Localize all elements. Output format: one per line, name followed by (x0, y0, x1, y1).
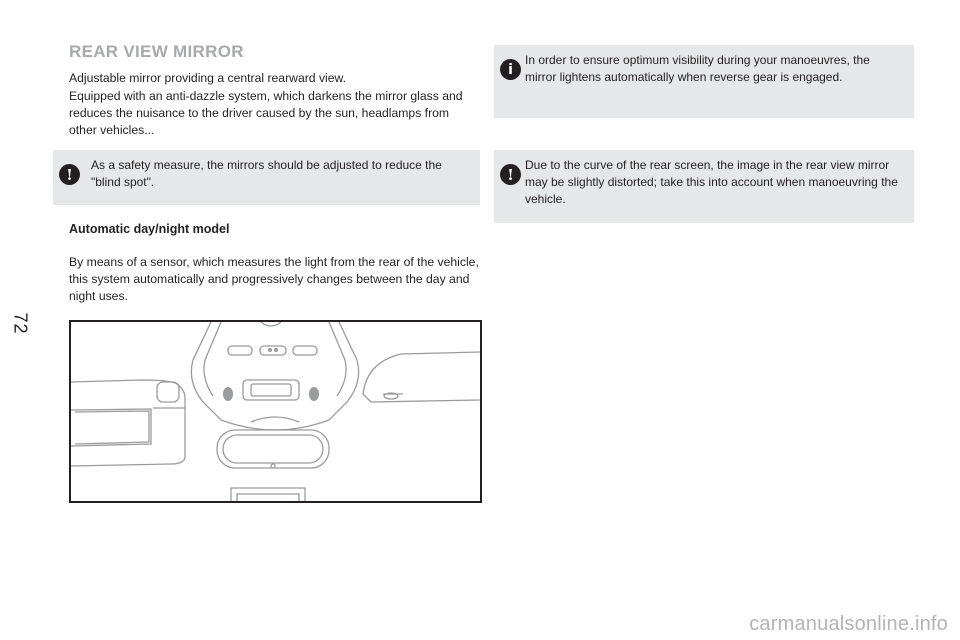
automatic-paragraph: By means of a sensor, which measures the light from the rear of the vehicle, this system automatically and progressively changes between the day and night uses. (69, 255, 479, 303)
distortion-note-text: Due to the curve of the rear screen, the image in the rear view mirror may be slightly distorted; take this into account when manoeuvring the vehicle. (525, 158, 898, 206)
reverse-note-text: In order to ensure optimum visibility during your manoeuvres, the mirror lightens automatically when reverse gear is engaged. (525, 53, 870, 84)
info-icon: i (500, 59, 521, 80)
page-number (8, 306, 32, 340)
mirror-drawing (71, 322, 480, 501)
page-number-text: 72 (10, 311, 31, 335)
exclamation-icon: ! (59, 164, 80, 185)
mirror-illustration (69, 320, 482, 503)
watermark-footer: carmanualsonline.info (749, 613, 948, 635)
safety-note (53, 150, 480, 205)
automatic-heading: Automatic day/night model (69, 222, 230, 236)
reverse-note (494, 45, 914, 118)
exclamation-icon: ! (500, 164, 521, 185)
description-paragraph: Equipped with an anti-dazzle system, which darkens the mirror glass and reduces the nuisance to the driver caused by the sun, headlamps from other vehicles... (69, 89, 463, 137)
distortion-note (494, 150, 914, 223)
intro-paragraph: Adjustable mirror providing a central rearward view. (69, 71, 347, 85)
safety-note-text: As a safety measure, the mirrors should be adjusted to reduce the "blind spot". (91, 158, 442, 189)
section-title: REAR VIEW MIRROR (69, 42, 244, 61)
